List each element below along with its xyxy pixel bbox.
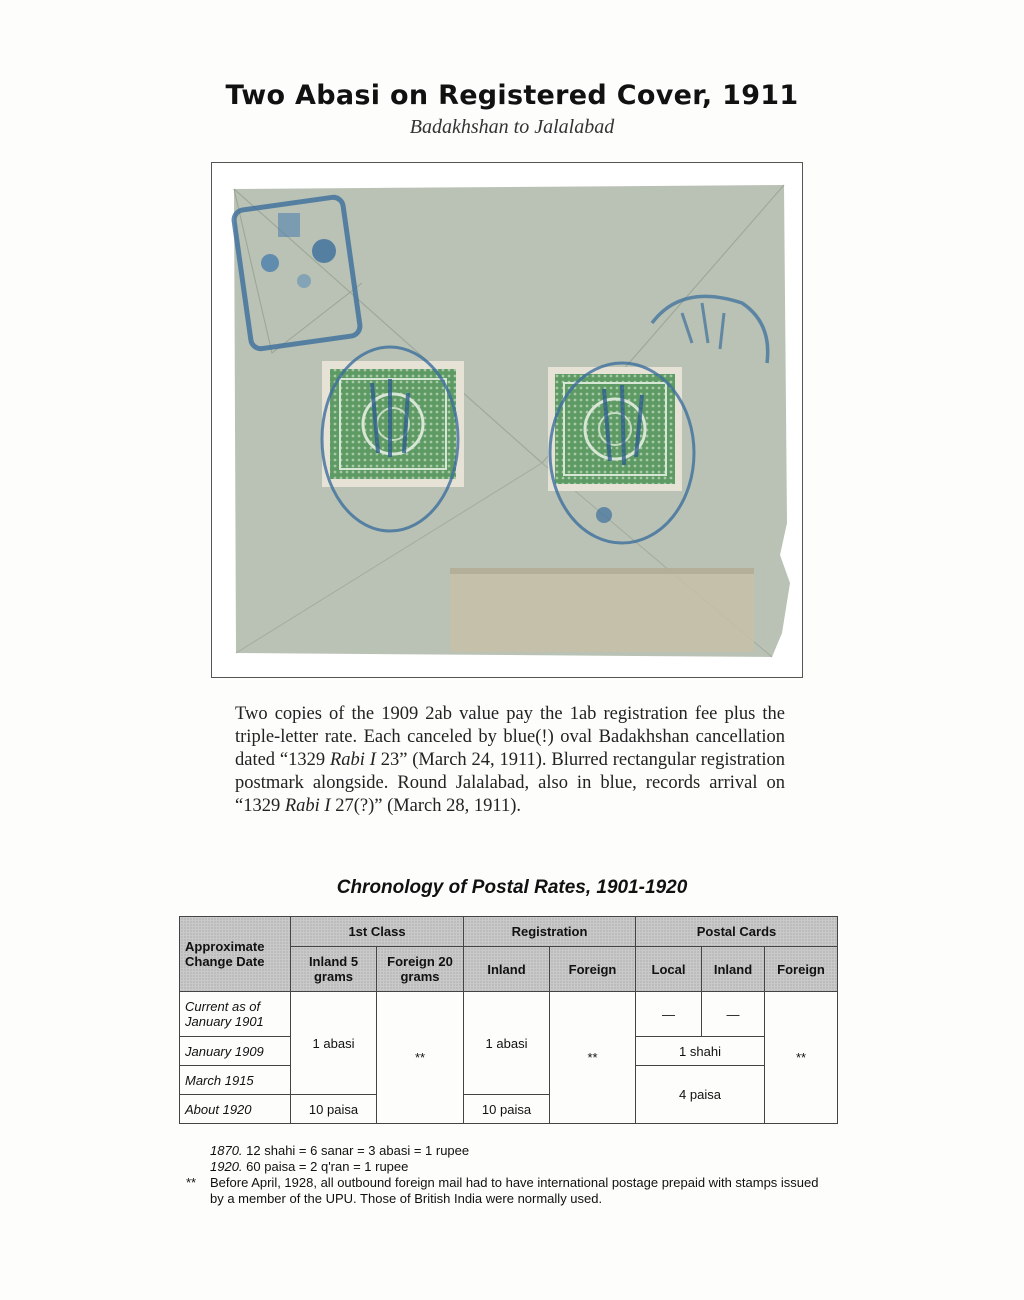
page-title: Two Abasi on Registered Cover, 1911 (225, 80, 799, 111)
cover-photo-frame (211, 162, 803, 678)
header-reg-foreign: Foreign (550, 947, 636, 992)
cell-pc-inland-1901: — (702, 992, 765, 1037)
row-date-1909: January 1909 (180, 1037, 291, 1066)
cell-reg-inland-1920: 10 paisa (464, 1095, 550, 1124)
footnote-1870 (186, 1143, 826, 1159)
description-italic-2: Rabi I (284, 796, 331, 816)
cell-reg-inland-early: 1 abasi (464, 992, 550, 1095)
cell-first-inland-1920: 10 paisa (291, 1095, 377, 1124)
footnote-1920 (186, 1159, 826, 1175)
header-pc-inland: Inland (702, 947, 765, 992)
cell-pc-1915: 4 paisa (636, 1066, 765, 1124)
header-postal-cards: Postal Cards (636, 917, 838, 947)
row-date-1915: March 1915 (180, 1066, 291, 1095)
header-first-inland: Inland 5 grams (291, 947, 377, 992)
cell-pc-1909: 1 shahi (636, 1037, 765, 1066)
description-text-3: 27(?)” (March 28, 1911). (330, 796, 521, 816)
registered-cover-image (212, 163, 802, 677)
header-approx-date: Approximate Change Date (180, 917, 291, 992)
footnote-1920-text: 60 paisa = 2 q'ran = 1 rupee (242, 1159, 409, 1174)
footnote-1870-text: 12 shahi = 6 sanar = 3 abasi = 1 rupee (242, 1143, 470, 1158)
cell-first-foreign: ** (377, 992, 464, 1124)
header-first-class: 1st Class (291, 917, 464, 947)
description-text-2: 23” (March 24, 1911). Blurred rectangular registration postmark alongside. Round Jalalabad, also in blue, records arrival on “1329 (235, 750, 785, 816)
cell-pc-local-1901: — (636, 992, 702, 1037)
rates-table-title: Chronology of Postal Rates, 1901-1920 (336, 877, 688, 898)
footnote-upu-mark: ** (186, 1175, 197, 1190)
cover-description (235, 703, 785, 818)
description-italic-1: Rabi I (329, 750, 376, 770)
footnote-1870-year: 1870. (210, 1143, 243, 1158)
cell-pc-foreign: ** (765, 992, 838, 1124)
footnote-upu (186, 1175, 826, 1207)
row-date-1920: About 1920 (180, 1095, 291, 1124)
stamp-right (548, 367, 682, 491)
cell-reg-foreign: ** (550, 992, 636, 1124)
table-row (180, 992, 838, 1037)
postal-rates-table (179, 916, 838, 1124)
cell-first-inland-early: 1 abasi (291, 992, 377, 1095)
footnote-1920-year: 1920. (210, 1159, 243, 1174)
description-text-1: Two copies of the 1909 2ab value pay the 1ab registration fee plus the triple-letter rate. Each canceled by blue(!) oval Badakhshan cancellation dated “1329 (235, 704, 785, 770)
header-first-foreign: Foreign 20 grams (377, 947, 464, 992)
page-subtitle: Badakhshan to Jalalabad (409, 116, 615, 138)
footnotes (186, 1143, 826, 1207)
header-pc-foreign: Foreign (765, 947, 838, 992)
row-date-1901: Current as of January 1901 (180, 992, 291, 1037)
header-registration: Registration (464, 917, 636, 947)
header-reg-inland: Inland (464, 947, 550, 992)
header-pc-local: Local (636, 947, 702, 992)
footnote-upu-text: Before April, 1928, all outbound foreign mail had to have international postage prepaid with stamps issued by a member of the UPU. Those of British India were normally used. (210, 1175, 819, 1206)
